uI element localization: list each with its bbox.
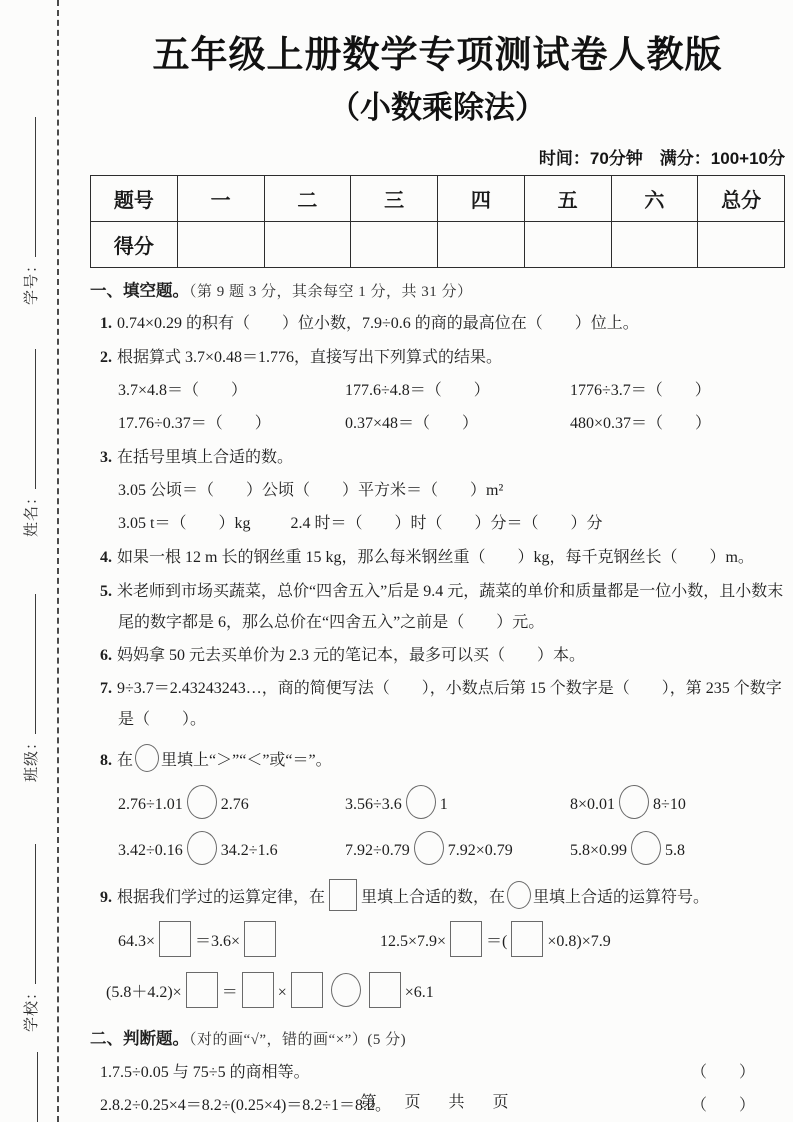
score-cell-empty <box>524 222 611 268</box>
answer-box-icon <box>159 921 191 957</box>
score-table-header-row <box>91 176 785 222</box>
equation-part: ＝( <box>486 933 508 950</box>
question-8-number: 8. <box>100 752 112 769</box>
question-3-number: 3. <box>100 449 112 466</box>
answer-box-icon <box>291 972 323 1008</box>
equation-part: 12.5×7.9× <box>380 933 447 950</box>
question-9-equations-row1 <box>90 921 785 962</box>
paper-subtitle: （小数乘除法） <box>329 90 546 125</box>
student-name-blank-line <box>21 349 36 489</box>
school-blank-line <box>21 844 36 984</box>
question-9-text-1: 根据我们学过的运算定律，在 <box>117 889 326 906</box>
score-table-header-cell: 总分 <box>698 176 785 222</box>
equation <box>106 972 785 1013</box>
question-3 <box>90 447 785 469</box>
compare-left: 3.42÷0.16 <box>118 842 183 859</box>
score-cell-empty <box>698 222 785 268</box>
question-5-number: 5. <box>100 583 112 600</box>
compare-right: 5.8 <box>665 842 686 859</box>
expression: 3.7×4.8＝（ ） <box>118 382 248 399</box>
expression: 0.37×48＝（ ） <box>345 415 479 432</box>
seal-margin-line <box>37 1052 38 1122</box>
section2-note: （对的画“√”，错的画“×”）(5 分) <box>189 1032 407 1048</box>
judgement-1-number: 1. <box>100 1064 112 1081</box>
compare-right: 34.2÷1.6 <box>220 842 278 859</box>
question-4 <box>90 547 785 569</box>
score-table-header-cell: 六 <box>611 176 698 222</box>
compare-left: 3.56÷3.6 <box>345 796 402 813</box>
section2-heading <box>90 1028 785 1051</box>
score-cell-empty <box>351 222 438 268</box>
expression: 2.4 时＝（ ）时（ ）分＝（ ）分 <box>290 515 603 532</box>
answer-box-icon <box>511 921 543 957</box>
comparison <box>570 831 785 865</box>
expression: 17.76÷0.37＝（ ） <box>118 415 271 432</box>
question-7-number: 7. <box>100 680 112 697</box>
score-table-score-row <box>91 222 785 268</box>
question-6-number: 6. <box>100 647 112 664</box>
question-5-text-line1: 米老师到市场买蔬菜，总价“四舍五入”后是 9.4 元，蔬菜的单价和质量都是一位小数，且小数末 <box>117 583 784 600</box>
paper-title: 五年级上册数学专项测试卷人教版 <box>152 34 723 75</box>
comparison <box>345 831 570 865</box>
score-cell-empty <box>264 222 351 268</box>
answer-box-icon <box>186 972 218 1008</box>
score-table-header-cell: 一 <box>177 176 264 222</box>
comparison <box>118 785 345 819</box>
judgement-1-answer-bracket: （ ） <box>690 1064 755 1081</box>
compare-left: 5.8×0.99 <box>570 842 628 859</box>
question-3-line2 <box>90 513 785 535</box>
score-cell-empty <box>611 222 698 268</box>
compare-left: 8×0.01 <box>570 796 616 813</box>
student-id-blank-line <box>21 117 36 257</box>
question-4-text: 如果一根 12 m 长的钢丝重 15 kg，那么每米钢丝重（ ）kg，每千克钢丝长（ ）m。 <box>117 549 754 566</box>
compare-circle-icon <box>187 831 217 865</box>
judgement-2-answer-bracket: （ ） <box>690 1097 755 1114</box>
compare-circle-icon <box>619 785 649 819</box>
equation <box>118 921 380 962</box>
student-id-field <box>20 85 44 305</box>
expression: 480×0.37＝（ ） <box>570 415 712 432</box>
seal-dashed-line <box>57 0 59 1122</box>
score-table-header-cell: 五 <box>524 176 611 222</box>
page-footer: 第 页 共 页 <box>360 1094 515 1111</box>
question-2-answers-row1 <box>90 380 785 402</box>
question-2 <box>90 347 785 369</box>
student-id-label: 学号： <box>24 256 40 305</box>
question-8-text-pre: 在 <box>117 752 134 769</box>
judgement-1-statement: 7.5÷0.05 与 75÷5 的商相等。 <box>112 1064 310 1081</box>
compare-circle-icon <box>631 831 661 865</box>
question-7-text-line1: 9÷3.7＝2.43243243…，商的简便写法（ ），小数点后第 15 个数字是（ ），第 235 个数字 <box>117 680 782 697</box>
question-8-text-post: 里填上“＞”“＜”或“＝”。 <box>161 752 332 769</box>
exam-time-and-score: 时间：70分钟 满分：100+10分 <box>538 149 785 168</box>
expression: 3.05 t＝（ ）kg <box>118 515 251 532</box>
equation-part: (5.8＋4.2)× <box>106 984 182 1001</box>
equation <box>380 921 785 962</box>
question-6-text: 妈妈拿 50 元去买单价为 2.3 元的笔记本，最多可以买（ ）本。 <box>117 647 586 664</box>
section1-heading <box>90 280 785 303</box>
compare-left: 2.76÷1.01 <box>118 796 183 813</box>
equation-part: ＝3.6× <box>195 933 241 950</box>
judgement-1 <box>90 1062 785 1084</box>
question-1-number: 1. <box>100 315 112 332</box>
judgement-2-statement: 8.2÷0.25×4＝8.2÷(0.25×4)＝8.2÷1＝8.2。 <box>112 1097 392 1114</box>
expression: 1776÷3.7＝（ ） <box>570 382 711 399</box>
paper-content <box>90 0 785 1117</box>
class-label: 班级： <box>24 733 40 782</box>
question-3-line1: 3.05 公顷＝（ ）公顷（ ）平方米＝（ ）m² <box>118 482 504 499</box>
score-table <box>90 175 785 268</box>
operator-circle-icon <box>507 881 531 909</box>
question-2-text: 根据算式 3.7×0.48＝1.776，直接写出下列算式的结果。 <box>117 349 503 366</box>
question-1-text: 0.74×0.29 的积有（ ）位小数，7.9÷0.6 的商的最高位在（ ）位上。 <box>117 315 639 332</box>
equation-part: ×0.8)×7.9 <box>547 933 611 950</box>
question-9 <box>90 879 785 911</box>
compare-circle-icon <box>406 785 436 819</box>
equation-part: × <box>277 984 287 1001</box>
comparison <box>570 785 785 819</box>
class-blank-line <box>21 594 36 734</box>
compare-right: 7.92×0.79 <box>447 842 513 859</box>
question-8 <box>90 744 785 772</box>
question-3-text: 在括号里填上合适的数。 <box>117 449 294 466</box>
compare-right: 8÷10 <box>653 796 686 813</box>
section2-title: 二、判断题。 <box>90 1029 189 1048</box>
section1-note: （第 9 题 3 分，其余每空 1 分，共 31 分） <box>189 284 473 300</box>
answer-box-icon <box>242 972 274 1008</box>
equation-part: ×6.1 <box>404 984 434 1001</box>
question-2-answers-row2 <box>90 413 785 435</box>
score-table-header-cell: 三 <box>351 176 438 222</box>
score-cell-empty <box>438 222 525 268</box>
section1-title: 一、填空题。 <box>90 281 189 300</box>
question-9-text-2: 里填上合适的数，在 <box>361 889 506 906</box>
compare-right: 2.76 <box>220 796 249 813</box>
school-field <box>20 812 44 1032</box>
question-8-row2 <box>90 831 785 865</box>
student-name-label: 姓名： <box>24 488 40 537</box>
judgement-1-text <box>100 1062 691 1084</box>
comparison <box>345 785 570 819</box>
compare-circle-icon <box>414 831 444 865</box>
question-9-number: 9. <box>100 889 112 906</box>
question-6 <box>90 645 785 667</box>
compare-circle-icon <box>187 785 217 819</box>
score-row-label: 得分 <box>91 222 178 268</box>
question-9-text-3: 里填上合适的运算符号。 <box>533 889 710 906</box>
question-4-number: 4. <box>100 549 112 566</box>
compare-left: 7.92÷0.79 <box>345 842 410 859</box>
school-label: 学校： <box>24 983 40 1032</box>
question-2-number: 2. <box>100 349 112 366</box>
answer-box-icon <box>329 879 357 911</box>
compare-right: 1 <box>439 796 448 813</box>
question-5 <box>90 581 785 603</box>
score-cell-empty <box>177 222 264 268</box>
class-field <box>20 562 44 782</box>
equation-part: ＝ <box>221 984 238 1001</box>
question-7-text-line2: 是（ ）。 <box>118 711 207 728</box>
judgement-2-number: 2. <box>100 1097 112 1114</box>
operator-circle-icon <box>331 973 361 1007</box>
answer-box-icon <box>244 921 276 957</box>
question-1 <box>90 313 785 335</box>
student-name-field <box>20 317 44 537</box>
score-table-header-cell: 二 <box>264 176 351 222</box>
answer-box-icon <box>369 972 401 1008</box>
compare-circle-icon <box>135 744 159 772</box>
question-9-equations-row2 <box>90 972 785 1013</box>
comparison <box>118 831 345 865</box>
score-table-header-cell: 题号 <box>91 176 178 222</box>
equation-part: 64.3× <box>118 933 156 950</box>
question-5-text-line2: 尾的数字都是 6，那么总价在“四舍五入”之前是（ ）元。 <box>118 614 545 631</box>
question-8-row1 <box>90 785 785 819</box>
score-table-header-cell: 四 <box>438 176 525 222</box>
question-7 <box>90 678 785 700</box>
expression: 177.6÷4.8＝（ ） <box>345 382 490 399</box>
answer-box-icon <box>450 921 482 957</box>
